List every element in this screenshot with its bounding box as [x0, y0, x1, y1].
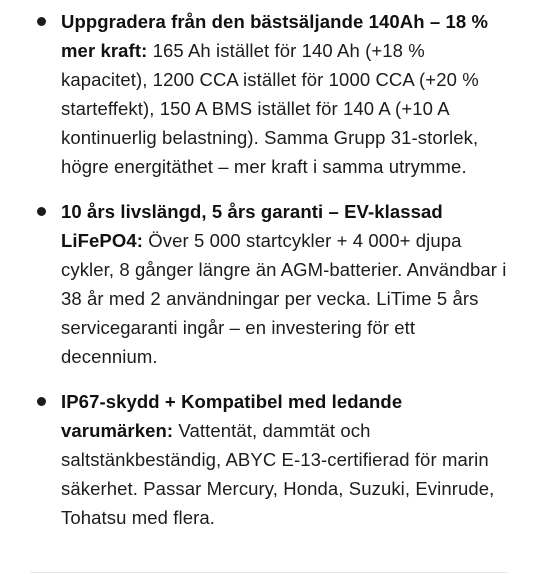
- list-item: [0, 197, 538, 371]
- feature-description: Vattentät, dammtät och saltstänkbeständig, ABYC E-13-certifierad för marin säkerhet. Passar Mercury, Honda, Suzuki, Evinrude, Tohatsu med flera.: [61, 420, 495, 528]
- divider: [30, 572, 508, 573]
- bullet-icon: [37, 207, 46, 216]
- bullet-icon: [37, 397, 46, 406]
- feature-list: [0, 7, 538, 548]
- feature-description: Över 5 000 startcykler + 4 000+ djupa cykler, 8 gånger längre än AGM-batterier. Användbar i 38 år med 2 användningar per vecka. LiTime 5 års servicegaranti ingår – en investering för ett decennium.: [61, 230, 507, 367]
- bullet-icon: [37, 17, 46, 26]
- list-item: [0, 7, 538, 181]
- feature-heading: IP67-skydd + Kompatibel med ledande varumärken:: [61, 391, 403, 441]
- feature-description: 165 Ah istället för 140 Ah (+18 % kapacitet), 1200 CCA istället för 1000 CCA (+20 % starteffekt), 150 A BMS istället för 140 A (+10 A kontinuerlig belastning). Samma Grupp 31-storlek, högre energitäthet – mer kraft i samma utrymme.: [61, 40, 479, 177]
- list-item: [0, 387, 538, 532]
- feature-heading: Uppgradera från den bästsäljande 140Ah – 18 % mer kraft:: [61, 11, 489, 61]
- feature-heading: 10 års livslängd, 5 års garanti – EV-klassad LiFePO4:: [61, 201, 443, 251]
